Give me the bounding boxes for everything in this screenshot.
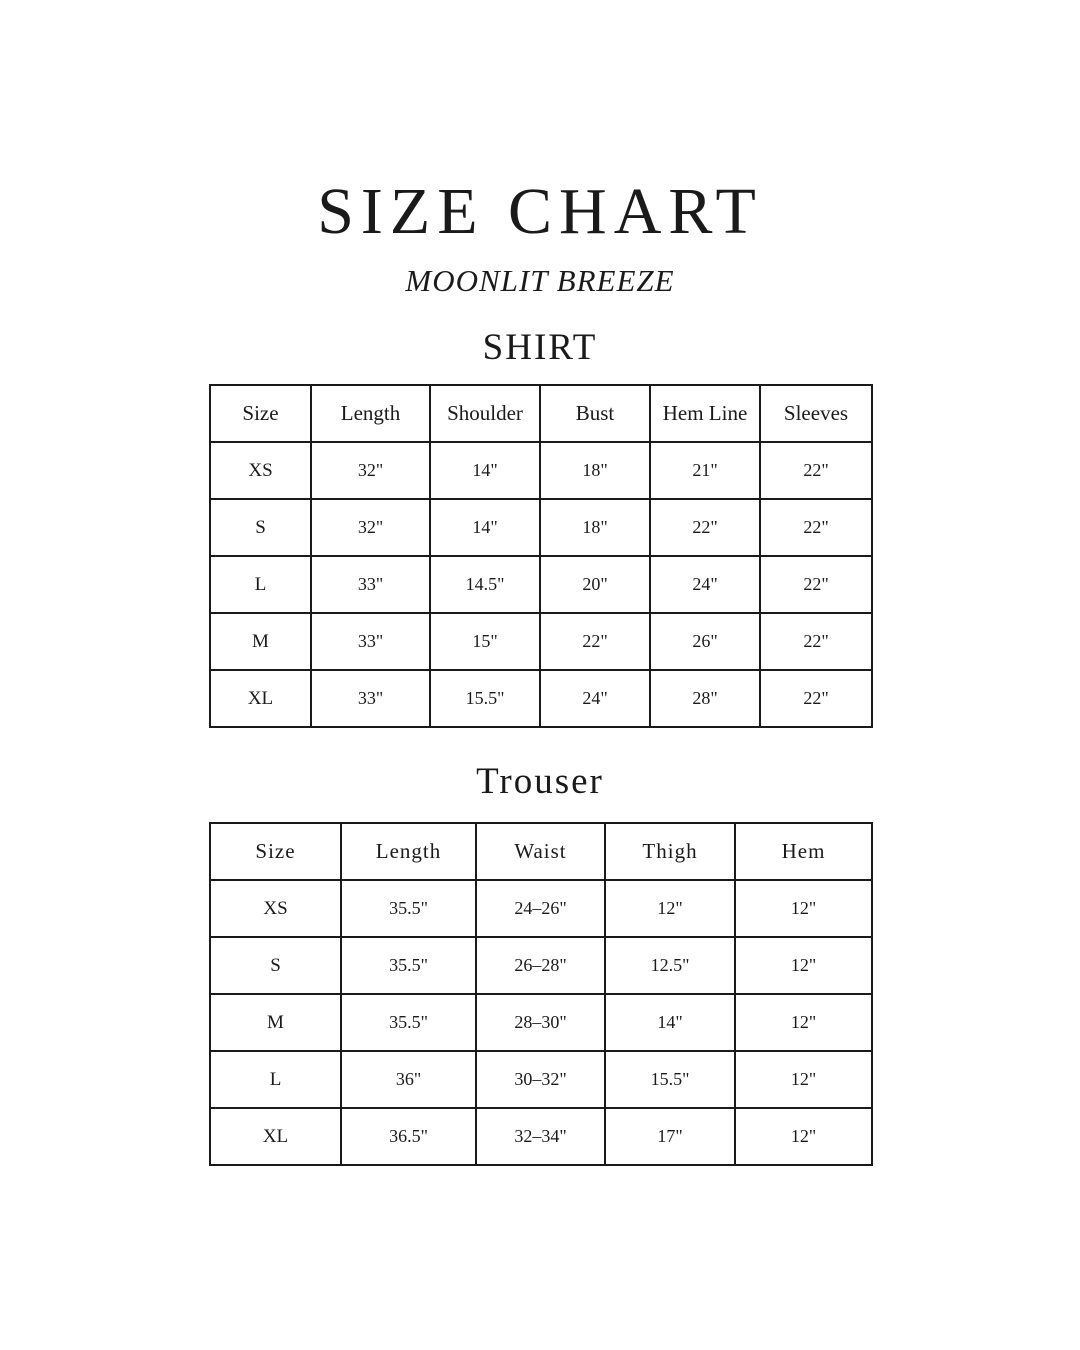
length-cell: 35.5" [341, 994, 476, 1051]
size-cell: S [210, 499, 311, 556]
sleeves-cell: 22" [760, 670, 872, 727]
size-cell: XL [210, 670, 311, 727]
thigh-cell: 17" [605, 1108, 735, 1165]
collection-name: MOONLIT BREEZE [405, 263, 675, 298]
table-row [210, 994, 872, 1051]
hem-cell: 12" [735, 1051, 872, 1108]
trouser-section-title: Trouser [476, 761, 604, 802]
sleeves-cell: 22" [760, 442, 872, 499]
bust-cell: 18" [540, 499, 650, 556]
table-row [210, 499, 872, 556]
table-header-row [210, 823, 872, 880]
thigh-cell: 14" [605, 994, 735, 1051]
table-row [210, 442, 872, 499]
table-row [210, 1108, 872, 1165]
length-cell: 35.5" [341, 880, 476, 937]
bust-cell: 24" [540, 670, 650, 727]
shoulder-cell: 15.5" [430, 670, 540, 727]
thigh-cell: 15.5" [605, 1051, 735, 1108]
bust-cell: 18" [540, 442, 650, 499]
table-row [210, 880, 872, 937]
waist-cell: 32–34" [476, 1108, 605, 1165]
page-title: SIZE CHART [317, 175, 763, 248]
hem-line-cell: 24" [650, 556, 760, 613]
shoulder-cell: 14" [430, 499, 540, 556]
column-header-sleeves: Sleeves [760, 385, 872, 442]
column-header-bust: Bust [540, 385, 650, 442]
sleeves-cell: 22" [760, 556, 872, 613]
length-cell: 33" [311, 556, 430, 613]
sleeves-cell: 22" [760, 613, 872, 670]
shirt-section-title: SHIRT [482, 327, 598, 368]
sleeves-cell: 22" [760, 499, 872, 556]
length-cell: 33" [311, 670, 430, 727]
size-cell: M [210, 613, 311, 670]
table-row [210, 1051, 872, 1108]
length-cell: 35.5" [341, 937, 476, 994]
waist-cell: 26–28" [476, 937, 605, 994]
table-row [210, 937, 872, 994]
hem-cell: 12" [735, 937, 872, 994]
waist-cell: 28–30" [476, 994, 605, 1051]
table-row [210, 613, 872, 670]
length-cell: 32" [311, 499, 430, 556]
hem-cell: 12" [735, 1108, 872, 1165]
column-header-hem: Hem [735, 823, 872, 880]
trouser-size-table [209, 822, 873, 1166]
waist-cell: 24–26" [476, 880, 605, 937]
bust-cell: 22" [540, 613, 650, 670]
column-header-length: Length [311, 385, 430, 442]
hem-cell: 12" [735, 880, 872, 937]
shoulder-cell: 14.5" [430, 556, 540, 613]
size-cell: S [210, 937, 341, 994]
column-header-size: Size [210, 385, 311, 442]
size-cell: L [210, 556, 311, 613]
bust-cell: 20" [540, 556, 650, 613]
hem-line-cell: 26" [650, 613, 760, 670]
column-header-size: Size [210, 823, 341, 880]
thigh-cell: 12" [605, 880, 735, 937]
hem-line-cell: 28" [650, 670, 760, 727]
size-cell: XS [210, 880, 341, 937]
shoulder-cell: 15" [430, 613, 540, 670]
table-row [210, 670, 872, 727]
column-header-thigh: Thigh [605, 823, 735, 880]
shoulder-cell: 14" [430, 442, 540, 499]
size-cell: L [210, 1051, 341, 1108]
table-header-row [210, 385, 872, 442]
column-header-shoulder: Shoulder [430, 385, 540, 442]
size-cell: M [210, 994, 341, 1051]
length-cell: 33" [311, 613, 430, 670]
column-header-length: Length [341, 823, 476, 880]
thigh-cell: 12.5" [605, 937, 735, 994]
hem-line-cell: 21" [650, 442, 760, 499]
hem-line-cell: 22" [650, 499, 760, 556]
length-cell: 32" [311, 442, 430, 499]
length-cell: 36" [341, 1051, 476, 1108]
size-cell: XL [210, 1108, 341, 1165]
waist-cell: 30–32" [476, 1051, 605, 1108]
length-cell: 36.5" [341, 1108, 476, 1165]
hem-cell: 12" [735, 994, 872, 1051]
table-row [210, 556, 872, 613]
column-header-hem-line: Hem Line [650, 385, 760, 442]
shirt-size-table [209, 384, 873, 728]
size-cell: XS [210, 442, 311, 499]
column-header-waist: Waist [476, 823, 605, 880]
